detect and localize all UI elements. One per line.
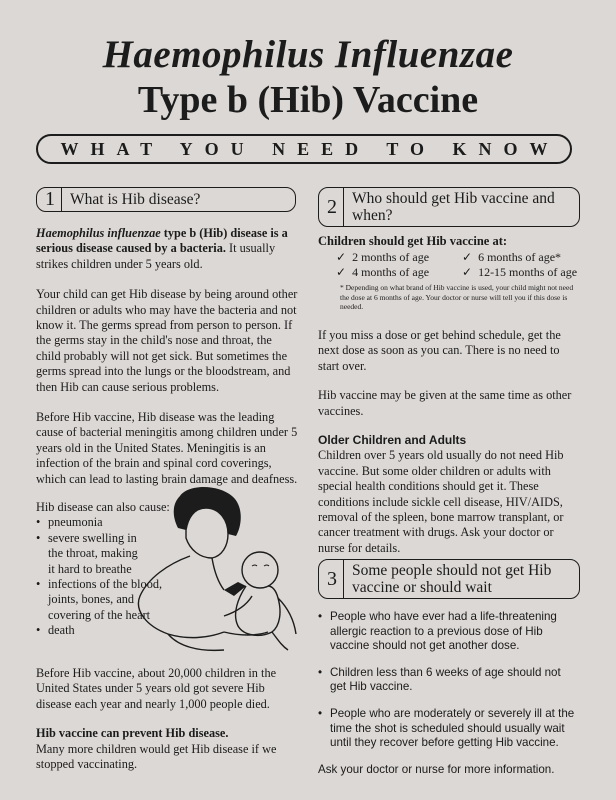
section-2-header [318,187,580,227]
section-1-body [36,226,298,487]
section-1-history [36,410,298,487]
schedule-heading: Children should get Hib vaccine at: [318,234,508,248]
schedule-grid [336,250,582,280]
check-icon: ✓ [336,250,347,265]
section-2-heading: Who should get Hib vaccine and when? [352,190,555,224]
what-you-need-to-know-banner: WHAT YOU NEED TO KNOW [36,134,572,164]
section-2-number: 2 [319,188,344,226]
prevent-heading: Hib vaccine can prevent Hib disease. [36,726,229,741]
intro-rest: It usually strikes children under 5 years old. [36,241,276,271]
complications-lead: Hib disease can also cause: [36,500,170,514]
section-1-intro [36,226,298,272]
list-item: • People who are moderately or severely ill at the time the shot is scheduled should usually wait until they recover before getting Hib vaccine. [318,707,580,751]
intro-lead: Haemophilus influenzae [36,226,161,240]
check-icon: ✓ [462,265,473,280]
older-heading: Older Children and Adults [318,432,467,447]
schedule-item: ✓ 4 months of age [336,265,430,280]
schedule-footnote: * Depending on what brand of Hib vaccine is used, your child might not need the dose at 6 months of age. Your doctor or nurse will tell you if this dose is needed. [340,283,574,312]
section-3-number: 3 [319,560,344,598]
section-3-body [318,610,580,777]
intro-bold: type b (Hib) disease is a serious disease caused by a bacteria. [36,226,288,256]
check-icon: ✓ [462,250,473,265]
list-item: • infections of the blood, joints, bones, and covering of the heart [36,577,168,623]
list-item: • Children less than 6 weeks of age should not get Hib vaccine. [318,666,580,695]
schedule-item: ✓ 2 months of age [336,250,430,265]
list-item: • pneumonia [36,515,166,530]
section-1-heading: What is Hib disease? [70,191,201,208]
section-3-heading: Some people should not get Hib vaccine or should wait [352,562,552,596]
list-item: • severe swelling in the throat, making it hard to breathe [36,531,146,577]
missed-dose-text: If you miss a dose or get behind schedule, get the next dose as soon as you can. There is no need to start over. [318,327,561,373]
section-3-header [318,559,580,599]
schedule-item: ✓ 6 months of age* [462,250,562,265]
list-item: • death [36,623,166,638]
section-1-header [36,187,296,212]
nurse-child-illustration [128,486,300,656]
prevent-text: Many more children would get Hib disease if we stopped vaccinating. [36,741,277,772]
section-1-bottom [36,666,298,772]
contraindications-list [318,610,580,751]
section-1-number: 1 [37,188,62,211]
section-2-body [318,234,582,556]
list-item: • People who have ever had a life-threatening allergic reaction to a previous dose of Hib vaccine should not get another dose. [318,610,580,654]
older-text: Children over 5 years old usually do not need Hib vaccine. But some older children or adults with special health conditions should get it. These conditions include sickle cell disease, HIV/AIDS, removal of the spleen, bone marrow transplant, or cancer treatment with drugs. Ask your doctor or nurse for details. [318,448,564,555]
section-1-stats: Before Hib vaccine, about 20,000 children in the United States under 5 years old got severe Hib disease each year and nearly 1,000 people died. [36,666,277,711]
section-1-transmission: Your child can get Hib disease by being around other children or adults who may have the bacteria and not know it. The germs spread from person to person. If the germs stay in the child's nose and throat, the child probably will not get sick. But sometimes the germs spread into the lungs or the bloodstream, and then Hib can cause serious problems. [36,287,298,394]
check-icon: ✓ [336,265,347,280]
closing-text: Ask your doctor or nurse for more information. [318,762,555,776]
schedule-item: ✓ 12-15 months of age [462,265,578,280]
title-line-1: Haemophilus Influenzae [102,33,514,76]
history-text: Before Hib vaccine, Hib disease was the leading cause of bacterial meningitis among children under 5 years old in the United States. Meningitis is an infection of the brain and spinal cord coverings, which can lead to lasting brain damage and deafness. [36,410,298,486]
same-time-text: Hib vaccine may be given at the same time as other vaccines. [318,388,572,418]
title-line-2: Type b (Hib) Vaccine [137,79,479,121]
